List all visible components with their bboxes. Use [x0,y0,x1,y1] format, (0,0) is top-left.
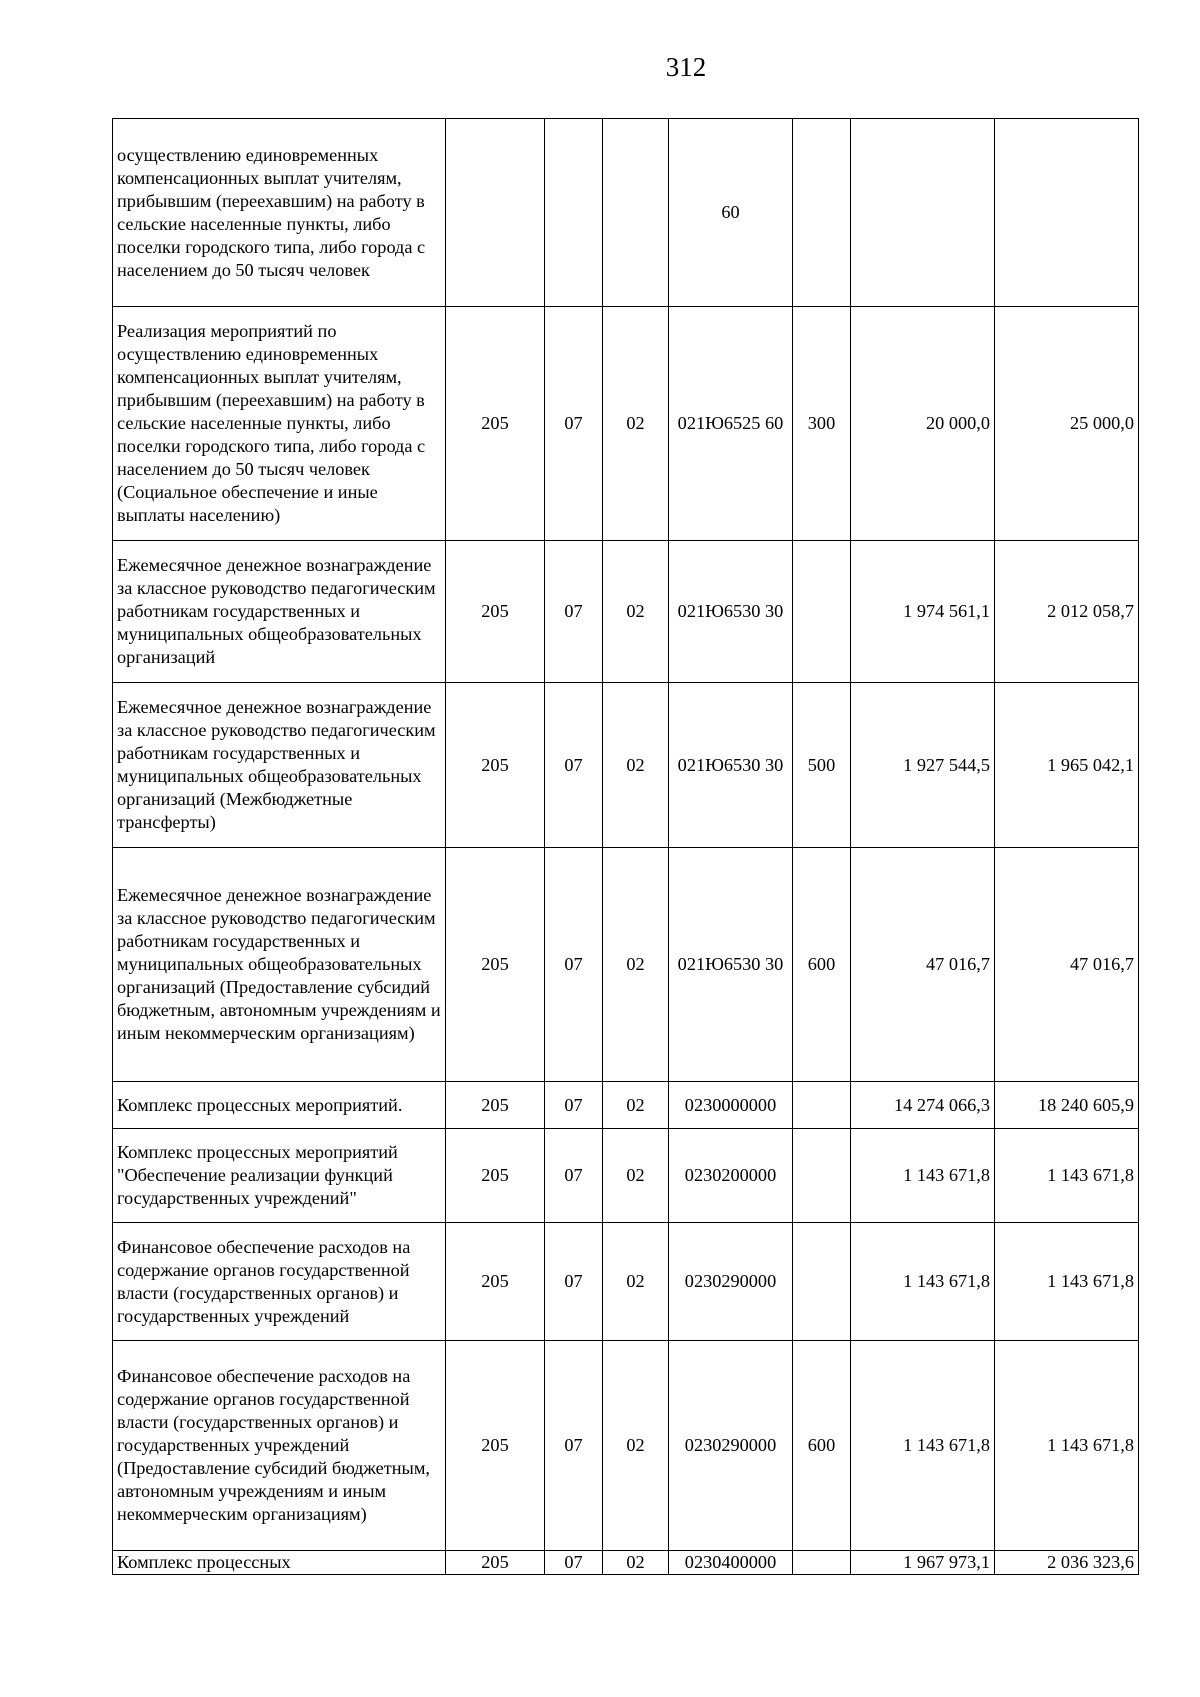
sum-year2-cell: 18 240 605,9 [995,1082,1139,1129]
expense-type-cell [793,1082,851,1129]
sum-year2-cell: 2 036 323,6 [995,1551,1139,1575]
section-cell: 07 [545,1082,603,1129]
sum-year1-cell: 1 143 671,8 [851,1129,995,1223]
row-name: Ежемесячное денежное вознаграждение за классное руководство педагогическим работникам государственных и муниципальных общеобразовательных организаций (Межбюджетные трансферты) [113,683,446,848]
row-name: Комплекс процессных мероприятий "Обеспечение реализации функций государственных учреждений" [113,1129,446,1223]
expense-type-cell [793,1551,851,1575]
grbs-cell: 205 [446,683,545,848]
subsection-cell: 02 [603,541,669,683]
table-row [113,541,1139,683]
expense-type-cell [793,1223,851,1341]
table-row [113,119,1139,307]
grbs-cell: 205 [446,848,545,1082]
table-row [113,1129,1139,1223]
section-cell: 07 [545,848,603,1082]
row-name: осуществлению единовременных компенсационных выплат учителям, прибывшим (переехавшим) на работу в сельские населенные пункты, либо поселки городского типа, либо города с населением до 50 тысяч человек [113,119,446,307]
page-number: 312 [665,52,707,82]
subsection-cell: 02 [603,1341,669,1551]
sum-year1-cell: 47 016,7 [851,848,995,1082]
target-article-cell: 021Ю6530 30 [669,683,793,848]
target-article-cell: 0230200000 [669,1129,793,1223]
expense-type-cell: 300 [793,307,851,541]
sum-year1-cell: 1 143 671,8 [851,1223,995,1341]
table-row [113,683,1139,848]
section-cell: 07 [545,541,603,683]
grbs-cell: 205 [446,1129,545,1223]
section-cell: 07 [545,1551,603,1575]
subsection-cell: 02 [603,307,669,541]
subsection-cell: 02 [603,1082,669,1129]
table-row [113,307,1139,541]
row-name: Ежемесячное денежное вознаграждение за классное руководство педагогическим работникам государственных и муниципальных общеобразовательных организаций (Предоставление субсидий бюджетным, автономным учреждениям и иным некоммерческим организациям) [113,848,446,1082]
subsection-cell: 02 [603,1129,669,1223]
target-article-cell: 0230290000 [669,1223,793,1341]
grbs-cell [446,119,545,307]
grbs-cell: 205 [446,1551,545,1575]
grbs-cell: 205 [446,1341,545,1551]
target-article-cell: 021Ю6530 30 [669,541,793,683]
subsection-cell [603,119,669,307]
sum-year1-cell [851,119,995,307]
sum-year2-cell: 1 143 671,8 [995,1129,1139,1223]
budget-table [112,118,1139,1575]
section-cell: 07 [545,1223,603,1341]
target-article-cell: 021Ю6525 60 [669,307,793,541]
section-cell: 07 [545,307,603,541]
subsection-cell: 02 [603,848,669,1082]
row-name: Комплекс процессных мероприятий. [113,1082,446,1129]
expense-type-cell [793,1129,851,1223]
grbs-cell: 205 [446,307,545,541]
section-cell: 07 [545,683,603,848]
target-article-cell: 021Ю6530 30 [669,848,793,1082]
section-cell: 07 [545,1129,603,1223]
target-article-cell: 0230400000 [669,1551,793,1575]
sum-year1-cell: 1 927 544,5 [851,683,995,848]
table-row [113,848,1139,1082]
expense-type-cell [793,119,851,307]
sum-year1-cell: 20 000,0 [851,307,995,541]
expense-type-cell: 600 [793,848,851,1082]
grbs-cell: 205 [446,1082,545,1129]
sum-year2-cell: 47 016,7 [995,848,1139,1082]
subsection-cell: 02 [603,1551,669,1575]
sum-year2-cell: 1 143 671,8 [995,1223,1139,1341]
sum-year2-cell: 1 965 042,1 [995,683,1139,848]
sum-year2-cell: 25 000,0 [995,307,1139,541]
table-row [113,1082,1139,1129]
table-row [113,1341,1139,1551]
target-article-cell: 60 [669,119,793,307]
sum-year2-cell [995,119,1139,307]
subsection-cell: 02 [603,1223,669,1341]
target-article-cell: 0230000000 [669,1082,793,1129]
section-cell [545,119,603,307]
target-article-cell: 0230290000 [669,1341,793,1551]
row-name: Ежемесячное денежное вознаграждение за классное руководство педагогическим работникам государственных и муниципальных общеобразовательных организаций [113,541,446,683]
sum-year2-cell: 1 143 671,8 [995,1341,1139,1551]
row-name: Комплекс процессных [113,1551,446,1575]
section-cell: 07 [545,1341,603,1551]
expense-type-cell [793,541,851,683]
table-row [113,1551,1139,1575]
expense-type-cell: 500 [793,683,851,848]
sum-year1-cell: 1 143 671,8 [851,1341,995,1551]
row-name: Реализация мероприятий по осуществлению единовременных компенсационных выплат учителям, прибывшим (переехавшим) на работу в сельские населенные пункты, либо поселки городского типа, либо города с населением до 50 тысяч человек (Социальное обеспечение и иные выплаты населению) [113,307,446,541]
sum-year1-cell: 1 967 973,1 [851,1551,995,1575]
subsection-cell: 02 [603,683,669,848]
sum-year2-cell: 2 012 058,7 [995,541,1139,683]
sum-year1-cell: 14 274 066,3 [851,1082,995,1129]
sum-year1-cell: 1 974 561,1 [851,541,995,683]
row-name: Финансовое обеспечение расходов на содержание органов государственной власти (государственных органов) и государственных учреждений [113,1223,446,1341]
table-row [113,1223,1139,1341]
grbs-cell: 205 [446,1223,545,1341]
expense-type-cell: 600 [793,1341,851,1551]
grbs-cell: 205 [446,541,545,683]
row-name: Финансовое обеспечение расходов на содержание органов государственной власти (государственных органов) и государственных учреждений (Предоставление субсидий бюджетным, автономным учреждениям и иным некоммерческим организациям) [113,1341,446,1551]
